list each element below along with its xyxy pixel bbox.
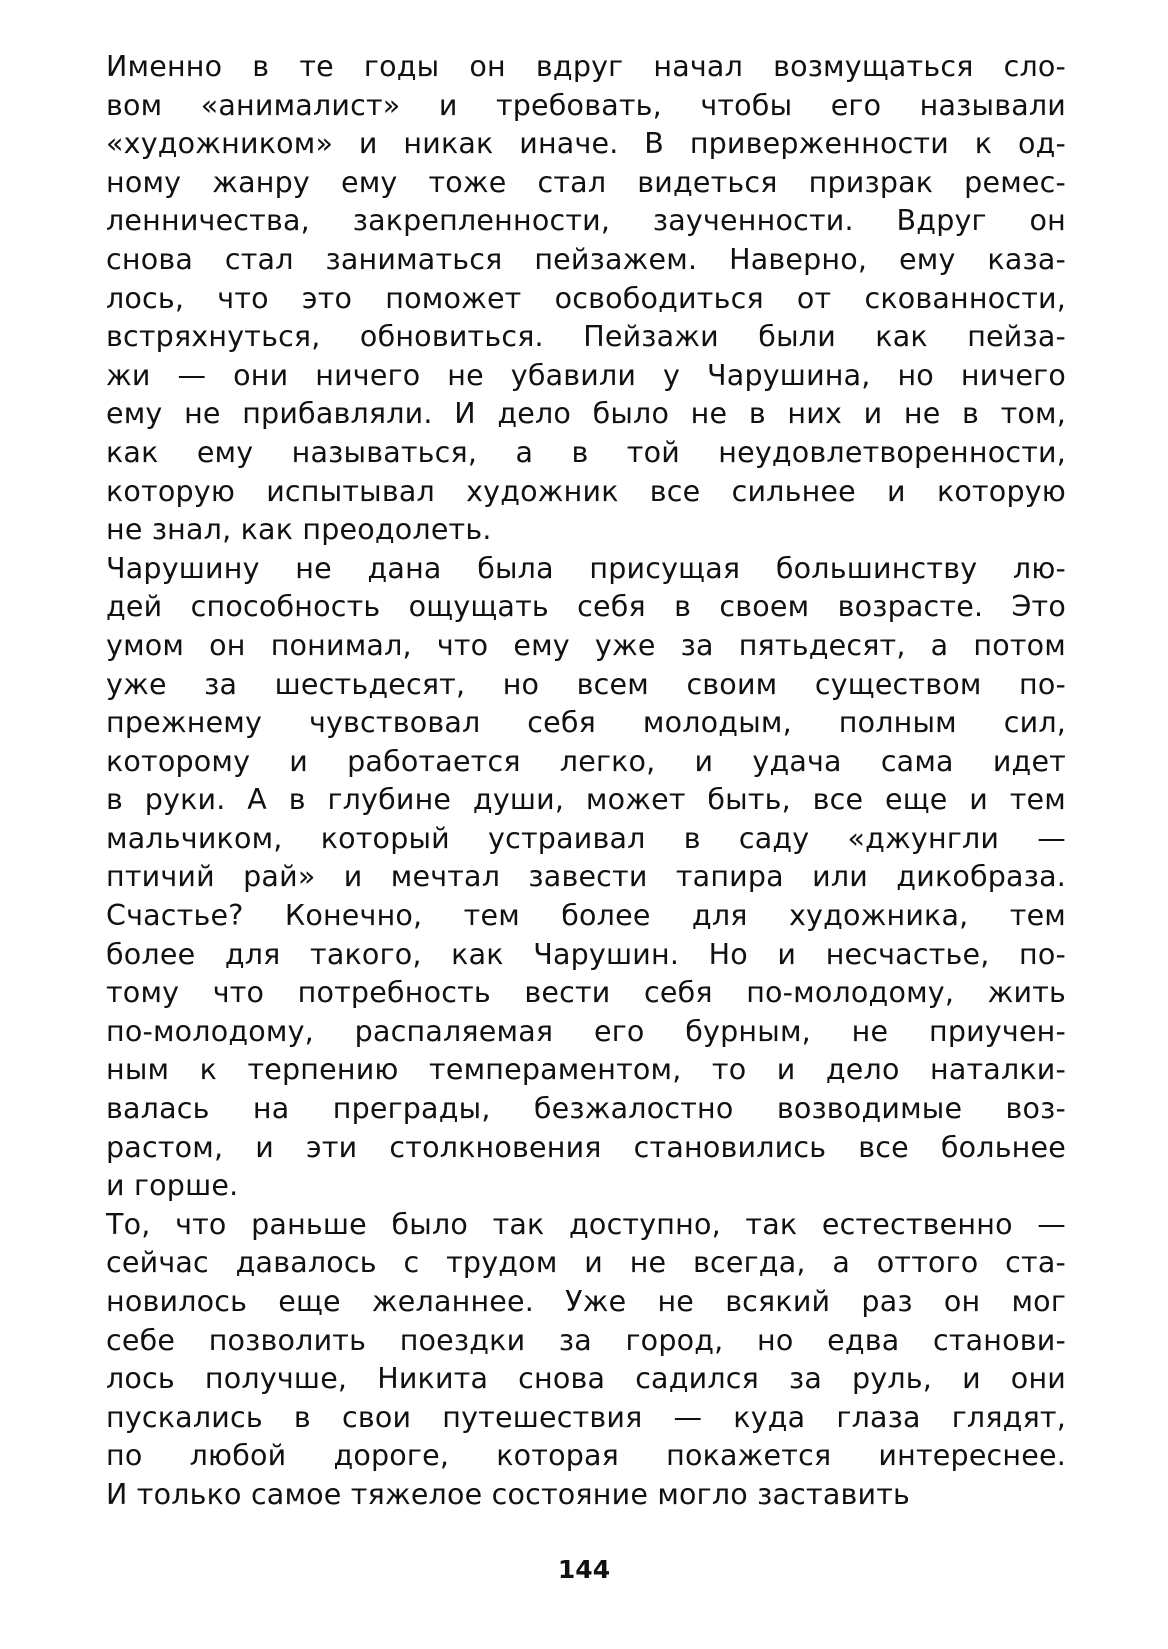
text-line: лось получше, Никита снова садился за руль, и они <box>106 1362 1066 1396</box>
text-line: не знал, как преодолеть. <box>106 513 492 547</box>
text-line: тому что потребность вести себя по-молодому, жить <box>106 976 1066 1010</box>
text-line: по-молодому, распаляемая его бурным, не приучен- <box>106 1014 1066 1048</box>
text-line: птичий рай» и мечтал завести тапира или дикобраза. <box>106 860 1066 894</box>
page-number: 144 <box>557 1555 611 1584</box>
text-line: «художником» и никак иначе. В приверженности к од- <box>106 127 1066 161</box>
text-line: и горше. <box>106 1169 239 1203</box>
text-line: ленничества, закрепленности, заученности. Вдруг он <box>106 204 1066 238</box>
text-line: валась на преграды, безжалостно возводимые воз- <box>106 1092 1066 1126</box>
text-line: умом он понимал, что ему уже за пятьдесят, а потом <box>106 628 1066 662</box>
text-line: более для такого, как Чарушин. Но и несчастье, по- <box>106 937 1066 971</box>
body-text <box>106 48 1066 1515</box>
text-line: как ему называться, а в той неудовлетворенности, <box>106 435 1066 469</box>
text-line: растом, и эти столкновения становились все больнее <box>106 1130 1066 1164</box>
text-line: Именно в те годы он вдруг начал возмущаться сло- <box>106 50 1066 83</box>
text-line: вом «анималист» и требовать, чтобы его называли <box>106 88 1066 122</box>
text-line: ему не прибавляли. И дело было не в них и не в том, <box>106 397 1066 431</box>
text-line: пускались в свои путешествия — куда глаза глядят, <box>106 1400 1066 1434</box>
text-line: То, что раньше было так доступно, так естественно — <box>106 1207 1066 1241</box>
paragraph <box>106 1206 1066 1515</box>
text-line: встряхнуться, обновиться. Пейзажи были как пейза- <box>106 320 1066 354</box>
text-line: в руки. А в глубине души, может быть, все еще и тем <box>106 783 1066 817</box>
text-line: уже за шестьдесят, но всем своим существом по- <box>106 667 1066 701</box>
text-line: мальчиком, который устраивал в саду «джунгли — <box>106 821 1066 855</box>
text-line: дей способность ощущать себя в своем возрасте. Это <box>106 590 1066 624</box>
text-line: которому и работается легко, и удача сама идет <box>106 744 1066 778</box>
text-line: Счастье? Конечно, тем более для художника, тем <box>106 899 1066 933</box>
text-line: новилось еще желаннее. Уже не всякий раз он мог <box>106 1285 1066 1318</box>
text-line: по любой дороге, которая покажется интереснее. <box>106 1439 1066 1473</box>
text-line: жи — они ничего не убавили у Чарушина, но ничего <box>106 358 1066 392</box>
text-line: лось, что это поможет освободиться от скованности, <box>106 281 1066 315</box>
text-line: снова стал заниматься пейзажем. Наверно, ему каза- <box>106 242 1066 276</box>
text-line: себе позволить поездки за город, но едва станови- <box>106 1323 1066 1357</box>
paragraph <box>106 48 1066 550</box>
text-line: ным к терпению темпераментом, то и дело наталки- <box>106 1053 1066 1087</box>
paragraph <box>106 550 1066 1206</box>
text-line: ному жанру ему тоже стал видеться призрак ремес- <box>106 165 1066 199</box>
text-line: прежнему чувствовал себя молодым, полным сил, <box>106 706 1066 740</box>
text-line: Чарушину не дана была присущая большинству лю- <box>106 551 1066 585</box>
text-line: И только самое тяжелое состояние могло заставить <box>106 1477 911 1511</box>
text-line: сейчас давалось с трудом и не всегда, а оттого ста- <box>106 1246 1066 1280</box>
text-line: которую испытывал художник все сильнее и которую <box>106 474 1066 508</box>
